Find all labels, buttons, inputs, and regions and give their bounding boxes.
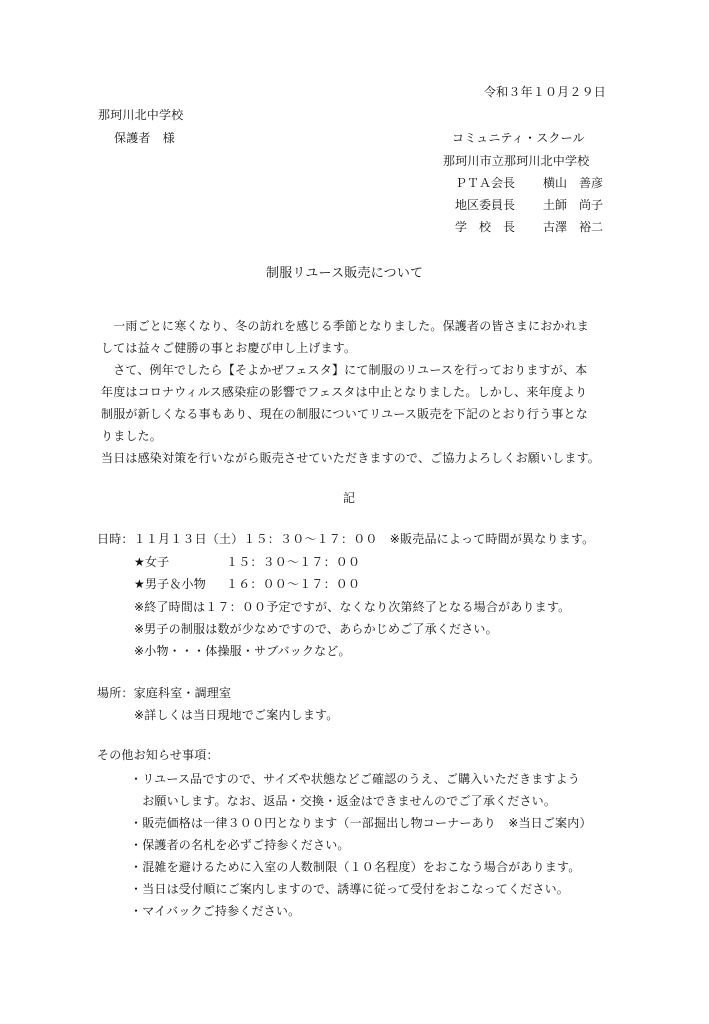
signatory-principal-title: 学 校 長 — [455, 220, 516, 234]
schedule-note: ※小物・・・体操服・サブバックなど。 — [134, 644, 351, 658]
girls-time: １５：３０～１７：００ — [226, 555, 361, 569]
recipient-school: 那珂川北中学校 — [98, 108, 184, 122]
recipient-guardians: 保護者 様 — [114, 131, 176, 145]
signatory-pta-title: ＰＴＡ会長 — [455, 176, 516, 190]
notice-item: ・販売価格は一律３００円となります（一部掘出し物コーナーあり ※当日ご案内） — [130, 816, 592, 830]
ki-heading: 記 — [343, 491, 356, 505]
place-note: ※詳しくは当日現地でご案内します。 — [134, 708, 339, 722]
document-date: 令和３年１０月２９日 — [483, 85, 606, 99]
boys-time: １６：００～１７：００ — [226, 577, 361, 591]
body-line: りました。 — [101, 429, 163, 443]
notice-item: ・保護者の名札を必ずご持参ください。 — [130, 838, 350, 852]
schedule-note: ※終了時間は１７：００予定ですが、なくなり次第終了となる場合があります。 — [134, 600, 571, 614]
schedule-note: ※男子の制服は数が少なめですので、あらかじめご了承ください。 — [134, 622, 498, 636]
document-title: 制服リユース販売について — [266, 266, 424, 281]
signatory-principal-name: 古澤 裕二 — [543, 220, 604, 234]
body-line: 当日は感染対策を行いながら販売させていただきますので、ご協力よろしくお願いします。 — [101, 451, 601, 465]
others-header: その他お知らせ事項： — [97, 748, 219, 762]
body-line: しては益々ご健勝の事とお慶び申し上げます。 — [101, 341, 357, 355]
body-line: 年度はコロナウィルス感染症の影響でフェスタは中止となりました。しかし、来年度より — [101, 385, 588, 399]
notice-item: ・リユース品ですので、サイズや状態などご確認のうえ、ご購入いただきますよう — [130, 772, 581, 786]
place-header: 場所：家庭科室・調理室 — [97, 686, 232, 700]
notice-item: ・マイバックご持参ください。 — [130, 904, 301, 918]
signatory-district-name: 土師 尚子 — [543, 198, 604, 212]
boys-label: ★男子＆小物 — [134, 577, 206, 591]
girls-label: ★女子 — [134, 555, 170, 569]
body-line: さて、例年でしたら【そよかぜフェスタ】にて制服のリユースを行っておりますが、本 — [101, 363, 588, 377]
signatory-district-title: 地区委員長 — [455, 198, 516, 212]
notice-item: お願いします。なお、返品・交換・返金はできませんのでご了承ください。 — [130, 794, 557, 808]
signatory-pta-name: 横山 善彦 — [543, 176, 604, 190]
body-line: 制服が新しくなる事もあり、現在の制服についてリユース販売を下記のとおり行う事とな — [101, 407, 588, 421]
notice-item: ・当日は受付順にご案内しますので、誘導に従って受付をおこなってください。 — [130, 882, 569, 896]
sender-org: コミュニティ・スクール — [452, 131, 585, 145]
notice-item: ・混雑を避けるために入室の人数制限（１０名程度）をおこなう場合があります。 — [130, 860, 581, 874]
schedule-header: 日時：１１月１３日（土）１５：３０～１７：００ ※販売品によって時間が異なります。 — [97, 532, 595, 546]
sender-school: 那珂川市立那珂川北中学校 — [443, 154, 590, 168]
body-line: 一雨ごとに寒くなり、冬の訪れを感じる季節となりました。保護者の皆さまにおかれま — [101, 319, 590, 333]
